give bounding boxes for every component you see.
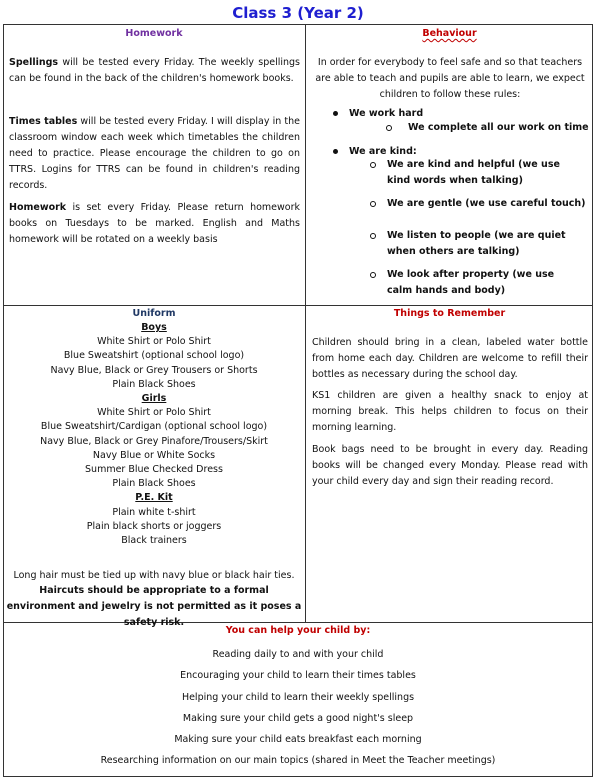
- sub-bullet-icon: [370, 233, 376, 239]
- bullet-icon: [333, 111, 338, 116]
- times-tables-label: Times tables: [9, 116, 78, 127]
- hair-note: Long hair must be tied up with navy blue or black hair ties.: [13, 570, 295, 581]
- uniform-item: Plain white t-shirt: [112, 506, 196, 518]
- rule-kind: We are kind:: [349, 146, 417, 157]
- uniform-item: Plain Black Shoes: [112, 378, 196, 390]
- homework-heading: Homework: [125, 28, 183, 39]
- remember-paragraph: KS1 children are given a healthy snack to enjoy at morning break. This helps children to focus on their morning learning.: [312, 390, 588, 433]
- help-item: Making sure your child eats breakfast each morning: [174, 734, 422, 745]
- uniform-item: White Shirt or Polo Shirt: [97, 336, 211, 348]
- behaviour-intro: In order for everybody to feel safe and so that teachers are able to teach and pupils are able to learn, we expect children to follow these rules:: [315, 57, 585, 100]
- behaviour-heading: [306, 27, 593, 41]
- uniform-item: Plain Black Shoes: [112, 478, 196, 490]
- uniform-item: Plain black shorts or joggers: [86, 520, 222, 532]
- help-item: Reading daily to and with your child: [212, 649, 384, 660]
- uniform-heading: Uniform: [132, 308, 176, 319]
- uniform-list: [4, 321, 304, 548]
- haircut-note: Haircuts should be appropriate to a formal environment and jewelry is not permitted as it poses a safety risk.: [6, 585, 302, 628]
- boys-heading: Boys: [141, 322, 167, 333]
- spellings-text: will be tested every Friday. The weekly spellings can be found in the back of the children's homework books.: [9, 57, 300, 84]
- rule-kind-sub-1: We are kind and helpful (we use kind words when talking): [387, 159, 560, 186]
- homework-paragraph: [9, 200, 300, 248]
- sub-bullet-icon: [370, 162, 376, 168]
- behaviour-heading-text: Behaviour: [422, 28, 477, 39]
- column-divider: [305, 25, 306, 622]
- uniform-item: Navy Blue, Black or Grey Trousers or Shorts: [50, 364, 258, 376]
- remember-heading: Things to Remember: [393, 308, 506, 319]
- uniform-item: Navy Blue or White Socks: [92, 449, 216, 461]
- spellings-label: Spellings: [9, 57, 59, 68]
- uniform-item: Navy Blue, Black or Grey Pinafore/Trousers/Skirt: [40, 435, 268, 447]
- uniform-item: Blue Sweatshirt (optional school logo): [63, 350, 245, 362]
- pe-kit-heading: P.E. Kit: [135, 492, 173, 504]
- help-heading: You can help your child by:: [225, 625, 371, 636]
- help-item: Making sure your child gets a good night's sleep: [182, 713, 414, 724]
- remember-paragraph: Book bags need to be brought in every day. Reading books will be changed every Monday. Please read with your child every day and sign their reading record.: [312, 444, 588, 487]
- remember-paragraph: Children should bring in a clean, labeled water bottle from home each day. Children are welcome to refill their bottles as necessary during the school day.: [312, 337, 588, 380]
- rule-work-hard: We work hard: [349, 108, 424, 119]
- uniform-item: White Shirt or Polo Shirt: [97, 407, 211, 419]
- row-divider-1: [3, 305, 593, 306]
- help-item: Encouraging your child to learn their times tables: [180, 670, 416, 681]
- times-tables-paragraph: [9, 114, 300, 194]
- rule-work-hard-sub: We complete all our work on time: [408, 122, 589, 133]
- uniform-item: Summer Blue Checked Dress: [85, 464, 223, 476]
- uniform-item: Black trainers: [121, 535, 187, 547]
- homework-text: is set every Friday. Please return homework books on Tuesdays to be marked. English and Maths homework will be rotated on a weekly basis: [9, 202, 300, 245]
- help-item: Researching information on our main topics (shared in Meet the Teacher meetings): [100, 755, 496, 766]
- times-tables-text: will be tested every Friday. I will display in the classroom window each week which timetables the children need to practice. Please encourage the children to go on TTRS. Logins for TTRS can be found in children's reading records.: [9, 116, 300, 191]
- girls-heading: Girls: [141, 393, 167, 405]
- help-item: Helping your child to learn their weekly spellings: [181, 692, 415, 703]
- sub-bullet-icon: [370, 272, 376, 278]
- sub-bullet-icon: [370, 201, 376, 207]
- spellings-paragraph: [9, 55, 300, 87]
- sub-bullet-icon: [386, 125, 392, 131]
- rule-kind-sub-2: We are gentle (we use careful touch): [387, 198, 586, 209]
- homework-label: Homework: [9, 202, 67, 213]
- rule-kind-sub-4: We look after property (we use calm hands and body): [387, 269, 555, 296]
- rule-kind-sub-3: We listen to people (we are quiet when others are talking): [387, 230, 566, 257]
- uniform-item: Blue Sweatshirt/Cardigan (optional school logo): [40, 421, 268, 433]
- bullet-icon: [333, 149, 338, 154]
- page-title: Class 3 (Year 2): [232, 4, 364, 22]
